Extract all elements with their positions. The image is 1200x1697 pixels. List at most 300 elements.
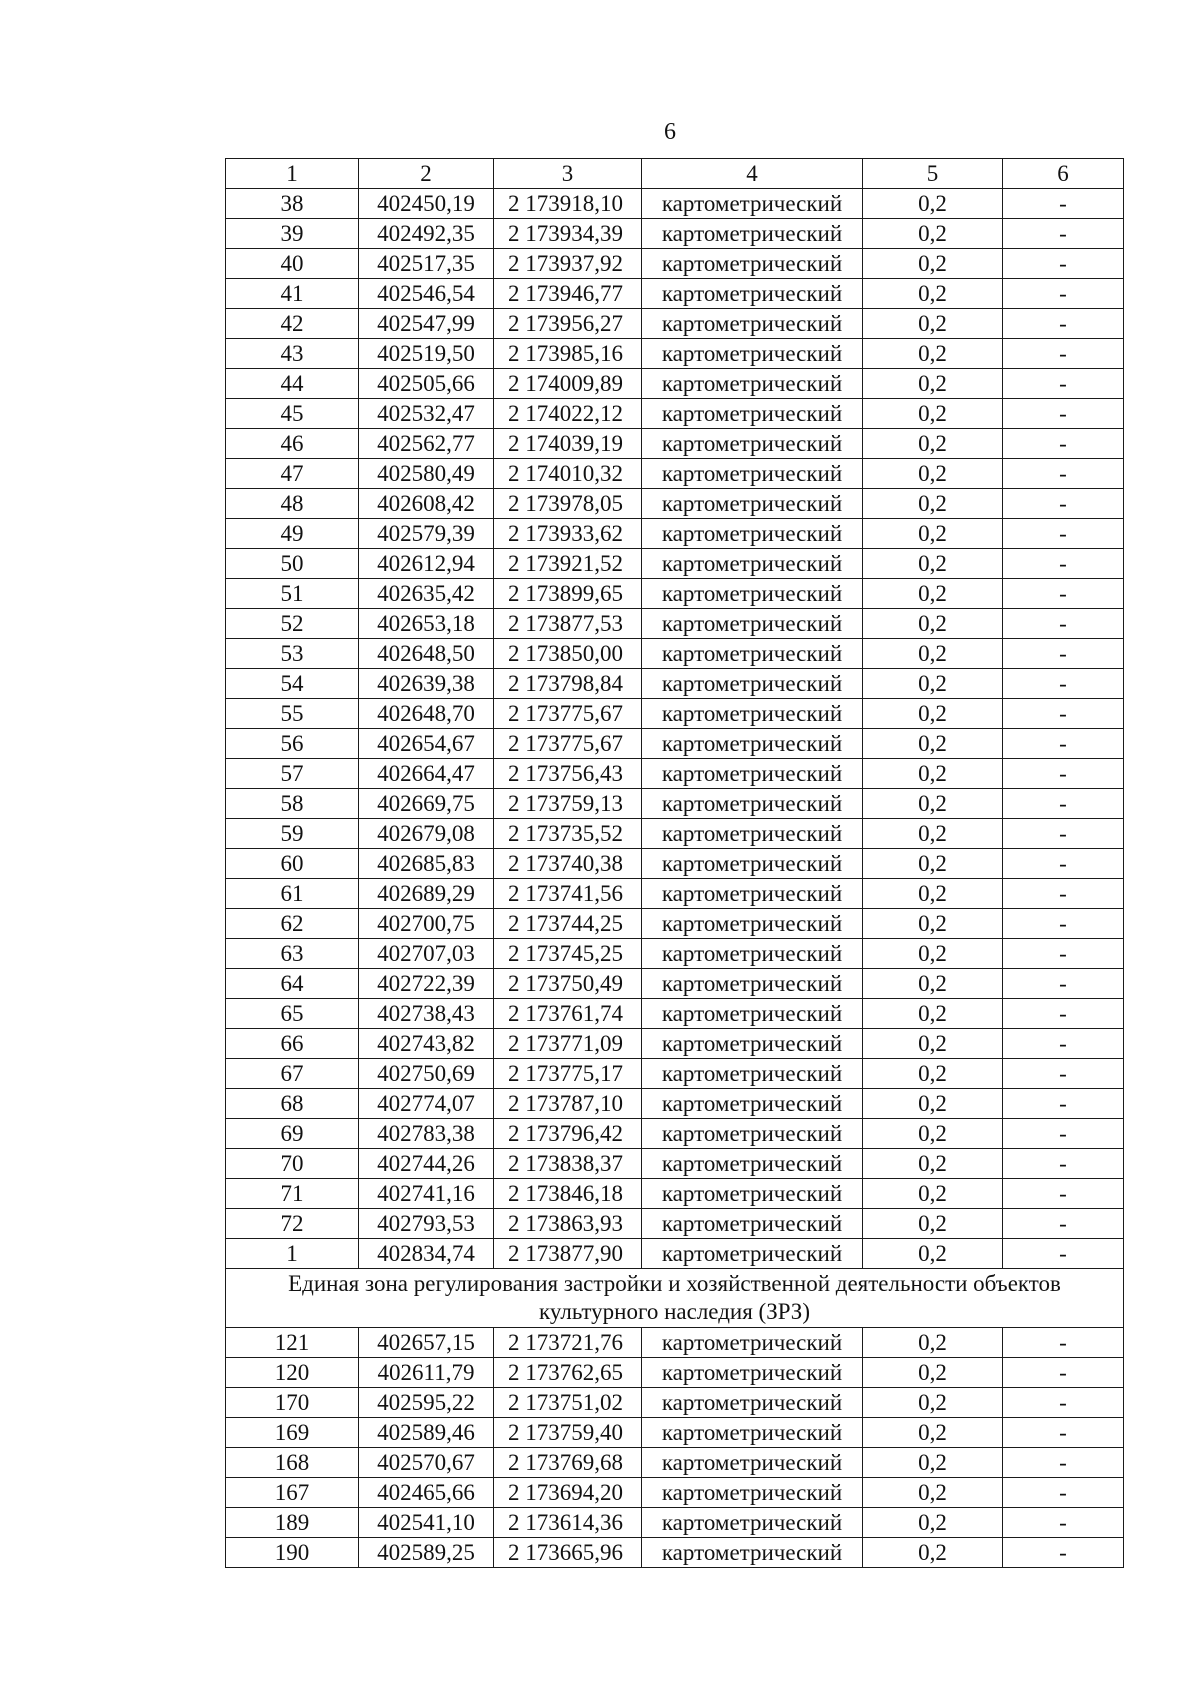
description-cell: - [1003,669,1124,699]
x-coordinate-cell: 402611,79 [359,1358,494,1388]
accuracy-cell: 0,2 [863,1059,1003,1089]
description-cell: - [1003,879,1124,909]
method-cell: картометрический [642,1239,863,1269]
description-cell: - [1003,969,1124,999]
point-number-cell: 67 [226,1059,359,1089]
point-number-cell: 52 [226,609,359,639]
method-cell: картометрический [642,999,863,1029]
method-cell: картометрический [642,759,863,789]
method-cell: картометрический [642,489,863,519]
y-coordinate-cell: 2 173985,16 [494,339,642,369]
description-cell: - [1003,1209,1124,1239]
y-coordinate-cell: 2 173775,17 [494,1059,642,1089]
x-coordinate-cell: 402547,99 [359,309,494,339]
y-coordinate-cell: 2 173934,39 [494,219,642,249]
table-row [226,1418,1124,1448]
header-cell-5: 5 [863,159,1003,189]
table-row [226,309,1124,339]
method-cell: картометрический [642,1179,863,1209]
section-title: Единая зона регулирования застройки и хозяйственной деятельности объектов культурного наследия (ЗРЗ) [226,1269,1124,1328]
point-number-cell: 46 [226,429,359,459]
accuracy-cell: 0,2 [863,399,1003,429]
point-number-cell: 41 [226,279,359,309]
x-coordinate-cell: 402722,39 [359,969,494,999]
accuracy-cell: 0,2 [863,639,1003,669]
table-row [226,1448,1124,1478]
x-coordinate-cell: 402519,50 [359,339,494,369]
y-coordinate-cell: 2 173933,62 [494,519,642,549]
method-cell: картометрический [642,729,863,759]
y-coordinate-cell: 2 174039,19 [494,429,642,459]
x-coordinate-cell: 402589,46 [359,1418,494,1448]
point-number-cell: 66 [226,1029,359,1059]
y-coordinate-cell: 2 173918,10 [494,189,642,219]
accuracy-cell: 0,2 [863,1538,1003,1568]
method-cell: картометрический [642,1029,863,1059]
method-cell: картометрический [642,519,863,549]
y-coordinate-cell: 2 173721,76 [494,1328,642,1358]
table-row [226,969,1124,999]
x-coordinate-cell: 402579,39 [359,519,494,549]
table-row [226,1029,1124,1059]
y-coordinate-cell: 2 173978,05 [494,489,642,519]
method-cell: картометрический [642,219,863,249]
table-row [226,849,1124,879]
x-coordinate-cell: 402450,19 [359,189,494,219]
description-cell: - [1003,249,1124,279]
description-cell: - [1003,609,1124,639]
accuracy-cell: 0,2 [863,459,1003,489]
method-cell: картометрический [642,639,863,669]
x-coordinate-cell: 402505,66 [359,369,494,399]
description-cell: - [1003,1388,1124,1418]
y-coordinate-cell: 2 173796,42 [494,1119,642,1149]
method-cell: картометрический [642,459,863,489]
y-coordinate-cell: 2 173877,90 [494,1239,642,1269]
description-cell: - [1003,339,1124,369]
method-cell: картометрический [642,1448,863,1478]
accuracy-cell: 0,2 [863,279,1003,309]
accuracy-cell: 0,2 [863,1508,1003,1538]
description-cell: - [1003,1418,1124,1448]
x-coordinate-cell: 402635,42 [359,579,494,609]
description-cell: - [1003,639,1124,669]
x-coordinate-cell: 402744,26 [359,1149,494,1179]
description-cell: - [1003,459,1124,489]
y-coordinate-cell: 2 173877,53 [494,609,642,639]
point-number-cell: 61 [226,879,359,909]
table-row [226,279,1124,309]
x-coordinate-cell: 402608,42 [359,489,494,519]
point-number-cell: 58 [226,789,359,819]
y-coordinate-cell: 2 173921,52 [494,549,642,579]
accuracy-cell: 0,2 [863,489,1003,519]
x-coordinate-cell: 402793,53 [359,1209,494,1239]
method-cell: картометрический [642,879,863,909]
method-cell: картометрический [642,1418,863,1448]
accuracy-cell: 0,2 [863,1149,1003,1179]
accuracy-cell: 0,2 [863,699,1003,729]
y-coordinate-cell: 2 173759,13 [494,789,642,819]
table-row [226,339,1124,369]
y-coordinate-cell: 2 173694,20 [494,1478,642,1508]
method-cell: картометрический [642,1089,863,1119]
y-coordinate-cell: 2 173614,36 [494,1508,642,1538]
description-cell: - [1003,189,1124,219]
table-row [226,1478,1124,1508]
y-coordinate-cell: 2 173846,18 [494,1179,642,1209]
point-number-cell: 57 [226,759,359,789]
x-coordinate-cell: 402562,77 [359,429,494,459]
description-cell: - [1003,1179,1124,1209]
point-number-cell: 63 [226,939,359,969]
x-coordinate-cell: 402653,18 [359,609,494,639]
description-cell: - [1003,519,1124,549]
y-coordinate-cell: 2 173787,10 [494,1089,642,1119]
table-body [226,159,1124,1568]
table-row [226,1089,1124,1119]
description-cell: - [1003,1059,1124,1089]
y-coordinate-cell: 2 173899,65 [494,579,642,609]
table-row [226,1358,1124,1388]
y-coordinate-cell: 2 173745,25 [494,939,642,969]
header-cell-6: 6 [1003,159,1124,189]
method-cell: картометрический [642,1328,863,1358]
x-coordinate-cell: 402743,82 [359,1029,494,1059]
table-row [226,579,1124,609]
point-number-cell: 169 [226,1418,359,1448]
method-cell: картометрический [642,849,863,879]
description-cell: - [1003,999,1124,1029]
description-cell: - [1003,429,1124,459]
accuracy-cell: 0,2 [863,369,1003,399]
method-cell: картометрический [642,909,863,939]
accuracy-cell: 0,2 [863,1029,1003,1059]
x-coordinate-cell: 402465,66 [359,1478,494,1508]
point-number-cell: 50 [226,549,359,579]
method-cell: картометрический [642,669,863,699]
point-number-cell: 65 [226,999,359,1029]
x-coordinate-cell: 402741,16 [359,1179,494,1209]
accuracy-cell: 0,2 [863,999,1003,1029]
description-cell: - [1003,1239,1124,1269]
table-row [226,939,1124,969]
accuracy-cell: 0,2 [863,519,1003,549]
description-cell: - [1003,1478,1124,1508]
description-cell: - [1003,549,1124,579]
description-cell: - [1003,729,1124,759]
table-row [226,1388,1124,1418]
point-number-cell: 49 [226,519,359,549]
description-cell: - [1003,309,1124,339]
table-row [226,1179,1124,1209]
y-coordinate-cell: 2 173741,56 [494,879,642,909]
x-coordinate-cell: 402546,54 [359,279,494,309]
table-row [226,909,1124,939]
accuracy-cell: 0,2 [863,579,1003,609]
x-coordinate-cell: 402689,29 [359,879,494,909]
header-row [226,159,1124,189]
point-number-cell: 168 [226,1448,359,1478]
accuracy-cell: 0,2 [863,819,1003,849]
x-coordinate-cell: 402639,38 [359,669,494,699]
x-coordinate-cell: 402532,47 [359,399,494,429]
description-cell: - [1003,279,1124,309]
x-coordinate-cell: 402648,50 [359,639,494,669]
point-number-cell: 54 [226,669,359,699]
accuracy-cell: 0,2 [863,249,1003,279]
page-number: 6 [664,119,676,145]
y-coordinate-cell: 2 174022,12 [494,399,642,429]
method-cell: картометрический [642,1538,863,1568]
accuracy-cell: 0,2 [863,189,1003,219]
method-cell: картометрический [642,1388,863,1418]
accuracy-cell: 0,2 [863,729,1003,759]
method-cell: картометрический [642,579,863,609]
x-coordinate-cell: 402612,94 [359,549,494,579]
method-cell: картометрический [642,189,863,219]
point-number-cell: 42 [226,309,359,339]
point-number-cell: 121 [226,1328,359,1358]
table-row [226,1508,1124,1538]
x-coordinate-cell: 402750,69 [359,1059,494,1089]
table-row [226,999,1124,1029]
table-row [226,429,1124,459]
accuracy-cell: 0,2 [863,1209,1003,1239]
table-row [226,699,1124,729]
y-coordinate-cell: 2 173735,52 [494,819,642,849]
x-coordinate-cell: 402669,75 [359,789,494,819]
x-coordinate-cell: 402834,74 [359,1239,494,1269]
point-number-cell: 53 [226,639,359,669]
accuracy-cell: 0,2 [863,1448,1003,1478]
y-coordinate-cell: 2 173740,38 [494,849,642,879]
description-cell: - [1003,1448,1124,1478]
table-row [226,669,1124,699]
coordinates-table [225,158,1124,1568]
description-cell: - [1003,369,1124,399]
description-cell: - [1003,1119,1124,1149]
table-row [226,1538,1124,1568]
point-number-cell: 170 [226,1388,359,1418]
point-number-cell: 55 [226,699,359,729]
point-number-cell: 60 [226,849,359,879]
accuracy-cell: 0,2 [863,219,1003,249]
description-cell: - [1003,1089,1124,1119]
method-cell: картометрический [642,309,863,339]
accuracy-cell: 0,2 [863,429,1003,459]
description-cell: - [1003,699,1124,729]
x-coordinate-cell: 402774,07 [359,1089,494,1119]
point-number-cell: 120 [226,1358,359,1388]
x-coordinate-cell: 402679,08 [359,819,494,849]
method-cell: картометрический [642,399,863,429]
table-row [226,639,1124,669]
y-coordinate-cell: 2 173762,65 [494,1358,642,1388]
point-number-cell: 56 [226,729,359,759]
x-coordinate-cell: 402685,83 [359,849,494,879]
header-cell-1: 1 [226,159,359,189]
accuracy-cell: 0,2 [863,609,1003,639]
accuracy-cell: 0,2 [863,1179,1003,1209]
description-cell: - [1003,399,1124,429]
header-cell-2: 2 [359,159,494,189]
y-coordinate-cell: 2 174010,32 [494,459,642,489]
description-cell: - [1003,909,1124,939]
table-row [226,1239,1124,1269]
description-cell: - [1003,219,1124,249]
point-number-cell: 45 [226,399,359,429]
accuracy-cell: 0,2 [863,1119,1003,1149]
x-coordinate-cell: 402700,75 [359,909,494,939]
accuracy-cell: 0,2 [863,789,1003,819]
y-coordinate-cell: 2 173798,84 [494,669,642,699]
y-coordinate-cell: 2 173838,37 [494,1149,642,1179]
point-number-cell: 59 [226,819,359,849]
description-cell: - [1003,849,1124,879]
description-cell: - [1003,789,1124,819]
y-coordinate-cell: 2 173775,67 [494,729,642,759]
y-coordinate-cell: 2 173751,02 [494,1388,642,1418]
method-cell: картометрический [642,549,863,579]
point-number-cell: 72 [226,1209,359,1239]
description-cell: - [1003,1328,1124,1358]
point-number-cell: 47 [226,459,359,489]
accuracy-cell: 0,2 [863,1418,1003,1448]
description-cell: - [1003,939,1124,969]
table-row [226,1119,1124,1149]
method-cell: картометрический [642,819,863,849]
accuracy-cell: 0,2 [863,879,1003,909]
method-cell: картометрический [642,699,863,729]
description-cell: - [1003,1538,1124,1568]
description-cell: - [1003,1029,1124,1059]
y-coordinate-cell: 2 173759,40 [494,1418,642,1448]
method-cell: картометрический [642,609,863,639]
x-coordinate-cell: 402541,10 [359,1508,494,1538]
accuracy-cell: 0,2 [863,969,1003,999]
accuracy-cell: 0,2 [863,1328,1003,1358]
accuracy-cell: 0,2 [863,309,1003,339]
y-coordinate-cell: 2 173937,92 [494,249,642,279]
table-row [226,609,1124,639]
accuracy-cell: 0,2 [863,849,1003,879]
y-coordinate-cell: 2 173775,67 [494,699,642,729]
method-cell: картометрический [642,1478,863,1508]
description-cell: - [1003,819,1124,849]
description-cell: - [1003,579,1124,609]
method-cell: картометрический [642,789,863,819]
description-cell: - [1003,1358,1124,1388]
point-number-cell: 62 [226,909,359,939]
accuracy-cell: 0,2 [863,1239,1003,1269]
point-number-cell: 64 [226,969,359,999]
y-coordinate-cell: 2 173863,93 [494,1209,642,1239]
y-coordinate-cell: 2 173771,09 [494,1029,642,1059]
method-cell: картометрический [642,1508,863,1538]
point-number-cell: 40 [226,249,359,279]
y-coordinate-cell: 2 173756,43 [494,759,642,789]
method-cell: картометрический [642,1358,863,1388]
x-coordinate-cell: 402648,70 [359,699,494,729]
x-coordinate-cell: 402589,25 [359,1538,494,1568]
point-number-cell: 38 [226,189,359,219]
x-coordinate-cell: 402517,35 [359,249,494,279]
table-row [226,729,1124,759]
description-cell: - [1003,489,1124,519]
accuracy-cell: 0,2 [863,1478,1003,1508]
method-cell: картометрический [642,279,863,309]
table-row [226,519,1124,549]
table-row [226,219,1124,249]
accuracy-cell: 0,2 [863,1358,1003,1388]
table-row [226,249,1124,279]
method-cell: картометрический [642,369,863,399]
section-title-row [226,1269,1124,1328]
x-coordinate-cell: 402783,38 [359,1119,494,1149]
method-cell: картометрический [642,339,863,369]
accuracy-cell: 0,2 [863,1089,1003,1119]
point-number-cell: 69 [226,1119,359,1149]
accuracy-cell: 0,2 [863,759,1003,789]
point-number-cell: 71 [226,1179,359,1209]
table-row [226,759,1124,789]
point-number-cell: 43 [226,339,359,369]
method-cell: картометрический [642,969,863,999]
table-row [226,369,1124,399]
x-coordinate-cell: 402657,15 [359,1328,494,1358]
table-row [226,459,1124,489]
point-number-cell: 190 [226,1538,359,1568]
y-coordinate-cell: 2 173665,96 [494,1538,642,1568]
y-coordinate-cell: 2 174009,89 [494,369,642,399]
point-number-cell: 70 [226,1149,359,1179]
method-cell: картометрический [642,939,863,969]
y-coordinate-cell: 2 173850,00 [494,639,642,669]
x-coordinate-cell: 402570,67 [359,1448,494,1478]
table-row [226,1209,1124,1239]
point-number-cell: 44 [226,369,359,399]
x-coordinate-cell: 402654,67 [359,729,494,759]
method-cell: картометрический [642,1149,863,1179]
x-coordinate-cell: 402707,03 [359,939,494,969]
method-cell: картометрический [642,1059,863,1089]
method-cell: картометрический [642,1209,863,1239]
accuracy-cell: 0,2 [863,1388,1003,1418]
y-coordinate-cell: 2 173744,25 [494,909,642,939]
description-cell: - [1003,1508,1124,1538]
point-number-cell: 189 [226,1508,359,1538]
x-coordinate-cell: 402738,43 [359,999,494,1029]
table-row [226,879,1124,909]
y-coordinate-cell: 2 173946,77 [494,279,642,309]
point-number-cell: 68 [226,1089,359,1119]
point-number-cell: 48 [226,489,359,519]
x-coordinate-cell: 402492,35 [359,219,494,249]
table-row [226,189,1124,219]
point-number-cell: 1 [226,1239,359,1269]
x-coordinate-cell: 402664,47 [359,759,494,789]
table-row [226,489,1124,519]
table-row [226,549,1124,579]
table-row [226,1149,1124,1179]
point-number-cell: 51 [226,579,359,609]
accuracy-cell: 0,2 [863,939,1003,969]
x-coordinate-cell: 402580,49 [359,459,494,489]
table-row [226,399,1124,429]
accuracy-cell: 0,2 [863,669,1003,699]
table-row [226,1328,1124,1358]
